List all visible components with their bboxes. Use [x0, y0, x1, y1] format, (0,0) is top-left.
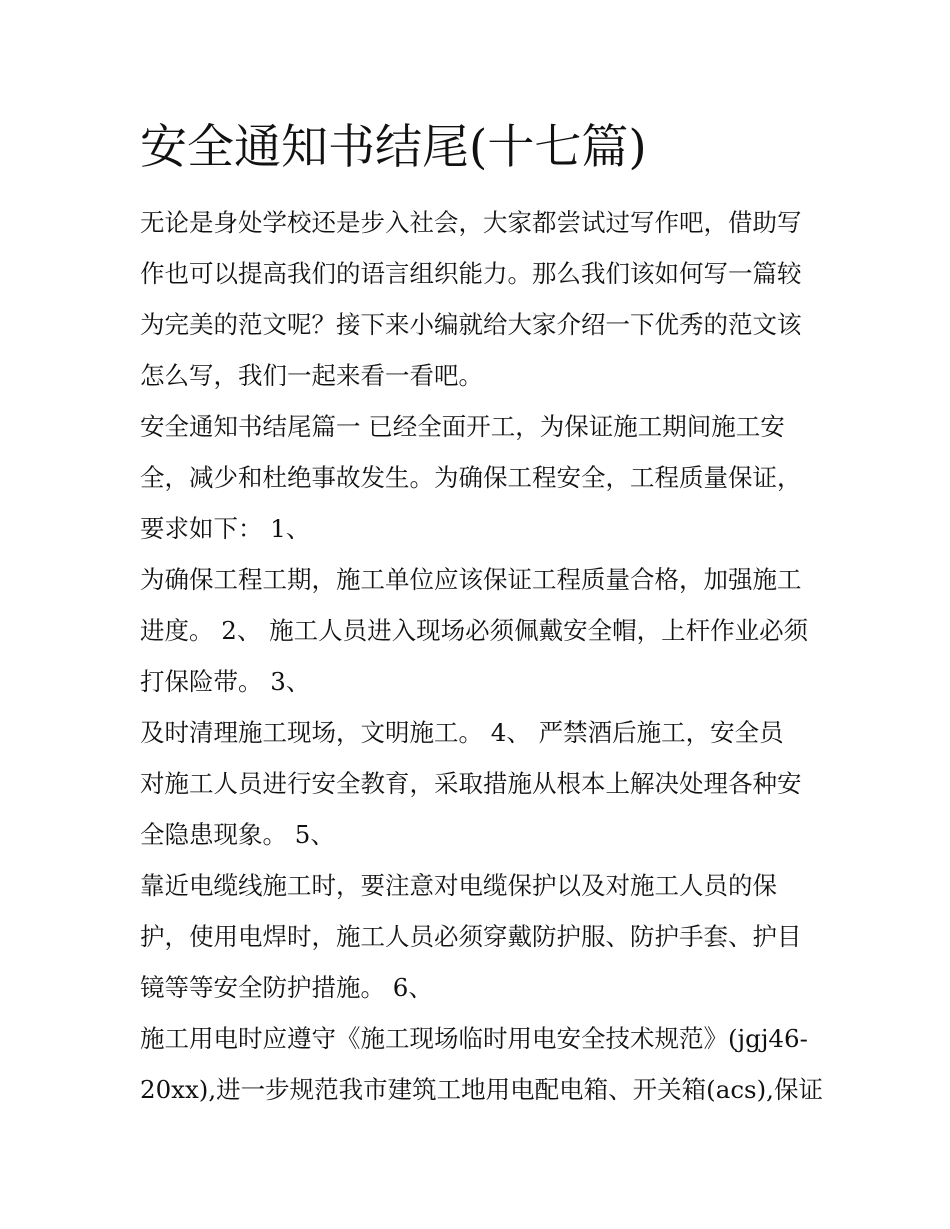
body-line-17: 施工用电时应遵守《施工现场临时用电安全技术规范》(jgj46- [140, 1024, 808, 1053]
body-line-6: 全，减少和杜绝事故发生。为确保工程安全，工程质量保证， [140, 463, 802, 492]
body-line-1: 无论是身处学校还是步入社会，大家都尝试过写作吧，借助写 [140, 208, 802, 237]
body-line-18: 20xx),进一步规范我市建筑工地用电配电箱、开关箱(acs),保证 [140, 1075, 823, 1104]
body-line-16: 镜等等安全防护措施。 6、 [140, 973, 433, 1002]
body-line-12: 对施工人员进行安全教育，采取措施从根本上解决处理各种安 [140, 769, 802, 798]
body-line-2: 作也可以提高我们的语言组织能力。那么我们该如何写一篇较 [140, 259, 802, 288]
body-line-7: 要求如下： 1、 [140, 514, 311, 543]
body-line-15: 护，使用电焊时，施工人员必须穿戴防护服、防护手套、护目 [140, 922, 802, 951]
body-line-14: 靠近电缆线施工时，要注意对电缆保护以及对施工人员的保 [140, 871, 777, 900]
body-line-3: 为完美的范文呢？接下来小编就给大家介绍一下优秀的范文该 [140, 310, 802, 339]
body-line-5: 安全通知书结尾篇一 已经全面开工，为保证施工期间施工安 [140, 412, 785, 441]
body-line-9: 进度。 2、 施工人员进入现场必须佩戴安全帽，上杆作业必须 [140, 616, 809, 645]
body-line-13: 全隐患现象。 5、 [140, 820, 335, 849]
body-line-4: 怎么写，我们一起来看一看吧。 [140, 361, 483, 390]
body-line-8: 为确保工程工期，施工单位应该保证工程质量合格，加强施工 [140, 565, 802, 594]
document-title: 安全通知书结尾(十七篇) [140, 120, 647, 175]
body-line-11: 及时清理施工现场，文明施工。 4、 严禁酒后施工，安全员 [140, 718, 784, 747]
body-line-10: 打保险带。 3、 [140, 667, 311, 696]
